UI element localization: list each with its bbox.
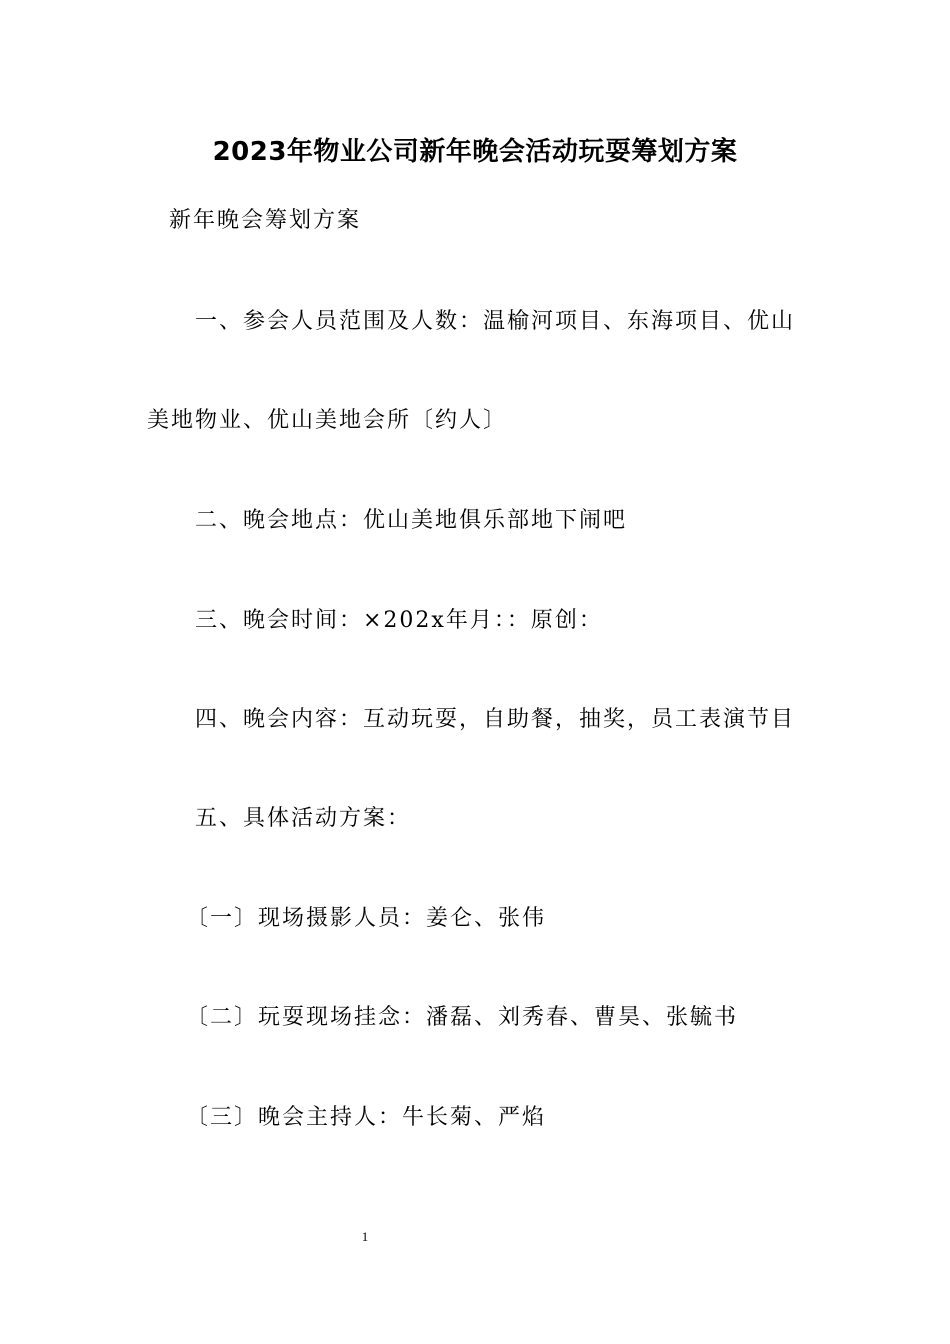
document-title: 2023年物业公司新年晚会活动玩耍筹划方案 <box>212 137 738 167</box>
paragraph-attendees-continued: 美地物业、优山美地会所〔约人〕 <box>147 408 508 433</box>
page-number: 1 <box>361 1229 369 1244</box>
paragraph-plan-heading: 五、具体活动方案： <box>195 806 412 831</box>
paragraph-content: 四、晚会内容：互动玩耍，自助餐，抽奖，员工表演节目 <box>195 707 796 732</box>
paragraph-time: 三、晚会时间：×202x年月：：原创： <box>195 608 603 633</box>
paragraph-venue: 二、晚会地点：优山美地俱乐部地下闹吧 <box>195 508 628 533</box>
paragraph-attendees: 一、参会人员范围及人数：温榆河项目、东海项目、优山 <box>195 309 796 334</box>
paragraph-game-staff: 〔二〕玩耍现场挂念：潘磊、刘秀春、曹昊、张毓书 <box>186 1005 739 1030</box>
paragraph-hosts: 〔三〕晚会主持人：牛长菊、严焰 <box>186 1105 547 1130</box>
document-subtitle: 新年晚会筹划方案 <box>169 208 362 233</box>
paragraph-photographers: 〔一〕现场摄影人员：姜仑、张伟 <box>186 906 547 931</box>
